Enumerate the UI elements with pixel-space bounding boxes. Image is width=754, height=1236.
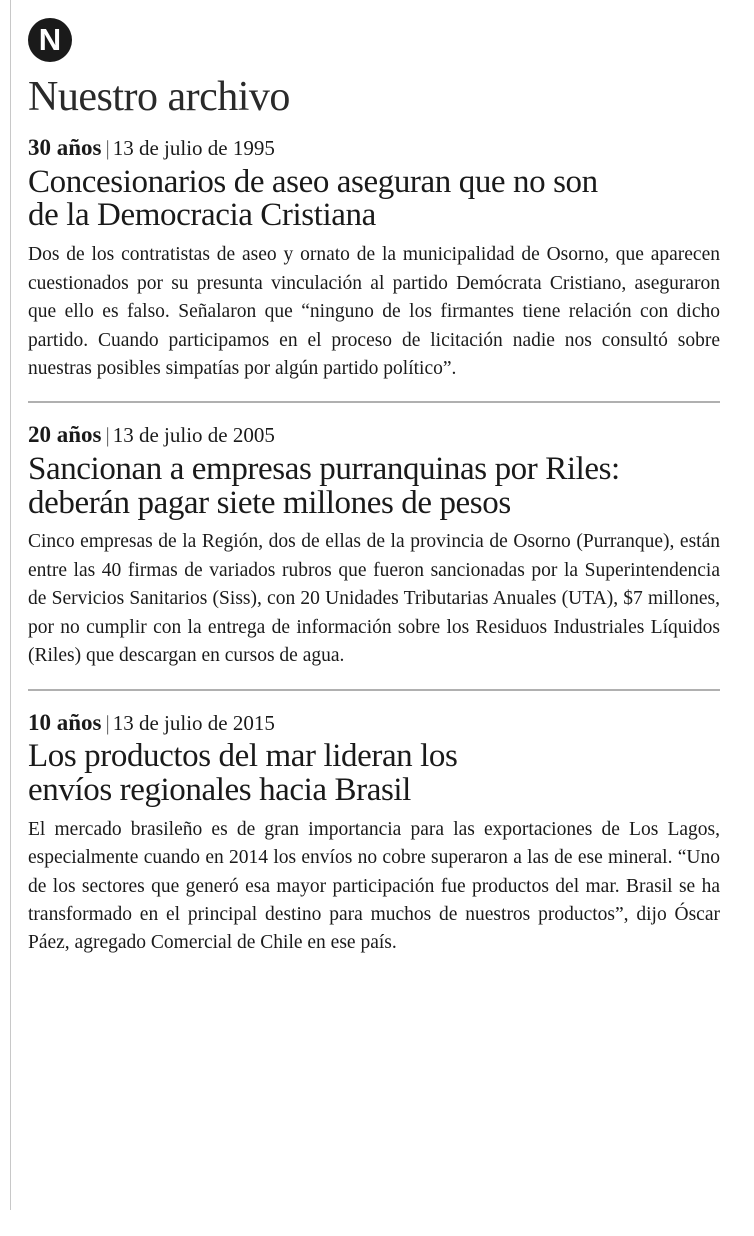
article-body: Dos de los contratistas de aseo y ornato de la municipalidad de Osorno, que aparecen cuestionados por su presunta vinculación al partido Demócrata Cristiano, aseguraron que ello es falso. Señalaron que “ninguno de los firmantes tiene relación con dicho partido. Cuando participamos en el proceso de licitación nadie nos consultó sobre nuestras posibles simpatías por algún partido político”.	[28, 244, 720, 379]
article-date: 13 de julio de 1995	[112, 136, 275, 161]
article-headline: Sancionan a empresas purranquinas por Riles: deberán pagar siete millones de pesos	[28, 451, 620, 521]
article-years: 10 años	[28, 709, 102, 735]
dateline-separator: |	[105, 710, 110, 735]
left-column-rule	[10, 0, 11, 1210]
article-years: 30 años	[28, 135, 102, 161]
article-date: 13 de julio de 2015	[112, 710, 275, 735]
article-dateline	[28, 421, 720, 449]
article-headline: Concesionarios de aseo aseguran que no son de la Democracia Cristiana	[28, 163, 598, 234]
archive-article-30	[28, 120, 720, 383]
archive-section	[28, 18, 720, 958]
article-headline: Los productos del mar lideran los envíos regionales hacia Brasil	[28, 738, 458, 808]
archive-article-10	[28, 689, 720, 958]
article-body: El mercado brasileño es de gran importancia para las exportaciones de Los Lagos, especialmente cuando en 2014 los envíos no cobre superaron a las de ese mineral. “Uno de los sectores que generó esa mayor participación fue productos del mar. Brasil se ha transformado en el principal destino para muchos de nuestros productos”, dijo Óscar Páez, agregado Comercial de Chile en ese país.	[28, 818, 720, 954]
dateline-separator: |	[105, 423, 110, 448]
dateline-separator: |	[105, 136, 110, 161]
article-years: 20 años	[28, 422, 102, 448]
article-dateline	[28, 709, 720, 737]
article-body: Cinco empresas de la Región, dos de ellas de la provincia de Osorno (Purranque), están entre las 40 firmas de variados rubros que fueron sancionadas por la Superintendencia de Servicios Sanitarios (Siss), con 20 Unidades Tributarias Anuales (UTA), $7 millones, por no cumplir con la entrega de información sobre los Residuos Industriales Líquidos (Riles) que descargan en cursos de agua.	[28, 531, 720, 667]
archive-article-20	[28, 401, 720, 670]
article-date: 13 de julio de 2005	[112, 423, 275, 448]
section-title: Nuestro archivo	[28, 74, 290, 120]
article-dateline	[28, 134, 720, 162]
newspaper-logo: N	[28, 18, 72, 62]
